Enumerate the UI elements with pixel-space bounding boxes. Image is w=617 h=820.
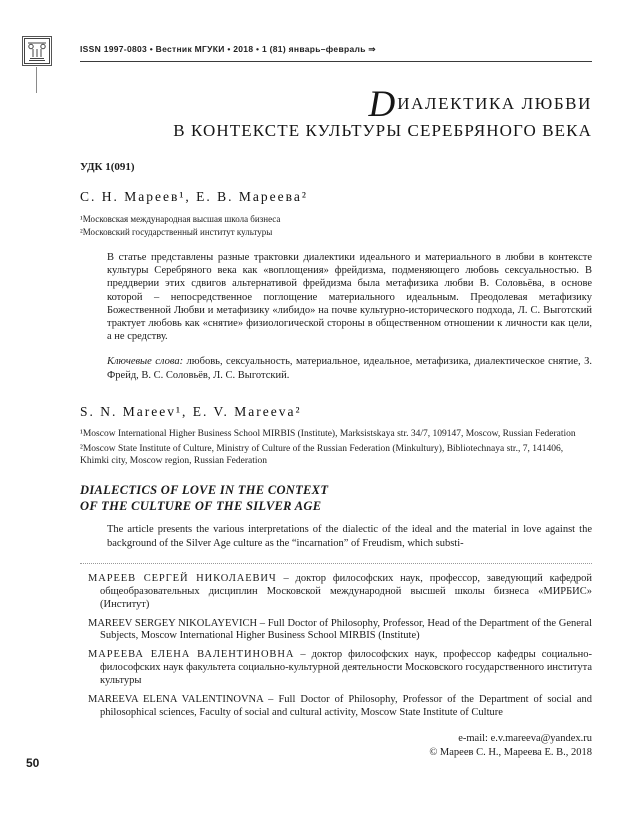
dotted-separator	[80, 563, 592, 564]
bio-text: – доктор философских наук, профессор, заведующий кафедрой общеобразовательных дисциплин Московской международной высшей школы бизнеса «МИРБИС» (Институт)	[100, 572, 592, 610]
title-line-1-text: ИАЛЕКТИКА ЛЮБВИ	[397, 94, 592, 113]
title-en-line-2: OF THE CULTURE OF THE SILVER AGE	[80, 499, 322, 514]
issn-line: ISSN 1997-0803 • Вестник МГУКИ • 2018 • 1 (81) январь–февраль ⇒	[80, 44, 376, 54]
email-line: e-mail: e.v.mareeva@yandex.ru	[458, 732, 592, 744]
bio-text: – Full Doctor of Philosophy, Professor of the Department of social and philosophical sciences, Faculty of social and cultural activity, Moscow State Institute of Culture	[100, 694, 592, 718]
bio-name: MAREEV SERGEY NIKOLAYEVICH	[88, 617, 258, 629]
contact-block	[80, 732, 592, 760]
affiliation-en-2: ²Moscow State Institute of Culture, Ministry of Culture of the Russian Federation (Minkultury), Bibliotechnaya str., 7, 141406, Khimki city, Moscow region, Russian Federation	[80, 444, 564, 467]
bio-entry-mareeva-ru	[80, 649, 592, 688]
bio-name: МАРЕЕВА ЕЛЕНА ВАЛЕНТИНОВНА	[88, 649, 295, 661]
bio-name: MAREEVA ELENA VALENTINOVNA	[88, 694, 264, 706]
affiliations-en	[80, 428, 592, 468]
abstract-ru: В статье представлены разные трактовки диалектики идеального и материального в любви в контексте культуры Серебряного века как «воплощения» фрейдизма, подменяющего любовь сексуальностью. В преддверии этих сдвигов альтернативой фрейдизма была метафизика любви В. Соловьёва, в основе которой – непосредственное поглощение материального идеальным. Преодолевая метафизику Божественной Любви и метафизику «либидо» на почве культурно-исторического подхода, Л. С. Выготский трактует любовь как «снятие» физиологической стороны в общественном отношении к личности как цели, а не средству.	[107, 252, 592, 343]
affiliation-ru-2: ²Московский государственный институт культуры	[80, 227, 273, 237]
author-bios	[80, 573, 592, 720]
abstract-en: The article presents the various interpretations of the dialectic of the ideal and the material in love against the background of the Silver Age culture as the “incarnation” of Freudism, which substi-	[107, 524, 592, 549]
affiliation-ru-1: ¹Московская международная высшая школа бизнеса	[80, 214, 281, 224]
page-content	[80, 0, 592, 760]
bio-entry-mareeva-en	[80, 694, 592, 720]
keywords-label: Ключевые слова:	[107, 356, 184, 368]
bio-entry-mareev-en	[80, 618, 592, 644]
left-margin-rule	[36, 67, 37, 93]
bio-entry-mareev-ru	[80, 573, 592, 612]
journal-logo	[22, 36, 52, 66]
bio-name: МАРЕЕВ СЕРГЕЙ НИКОЛАЕВИЧ	[88, 572, 277, 584]
page-number: 50	[26, 756, 40, 770]
bio-text: – доктор философских наук, профессор кафедры социально-философских наук факультета социально-культурной деятельности Московского государственного института культуры	[100, 649, 592, 687]
keywords-text: любовь, сексуальность, материальное, идеальное, метафизика, диалектическое снятие, З. Фрейд, В. С. Соловьёв, Л. С. Выготский.	[107, 356, 592, 381]
authors-en: S. N. Mareev¹, E. V. Mareeva²	[80, 403, 302, 419]
keywords-ru	[80, 355, 592, 381]
bio-text: – Full Doctor of Philosophy, Professor, Head of the Department of the General Subjects, Moscow International Higher Business School MIRBIS (Institute)	[100, 617, 592, 642]
authors-ru: С. Н. Мареев¹, Е. В. Мареева²	[80, 189, 308, 204]
udk-code: УДК 1(091)	[80, 161, 135, 173]
title-line-1: DИАЛЕКТИКА ЛЮБВИ	[368, 84, 592, 125]
affiliations-ru	[80, 213, 592, 239]
affiliation-en-1: ¹Moscow International Higher Business School MIRBIS (Institute), Marksistskaya str. 34/7, 109147, Moscow, Russian Federation	[80, 428, 576, 439]
column-icon	[24, 38, 50, 64]
title-line-2: В КОНТЕКСТЕ КУЛЬТУРЫ СЕРЕБРЯНОГО ВЕКА	[173, 121, 592, 140]
article-title-en	[80, 482, 592, 514]
article-title-ru	[80, 84, 592, 141]
title-en-line-1: DIALECTICS OF LOVE IN THE CONTEXT	[80, 483, 329, 498]
copyright-line: © Мареев С. Н., Мареева Е. В., 2018	[429, 746, 592, 758]
journal-header	[80, 44, 592, 62]
